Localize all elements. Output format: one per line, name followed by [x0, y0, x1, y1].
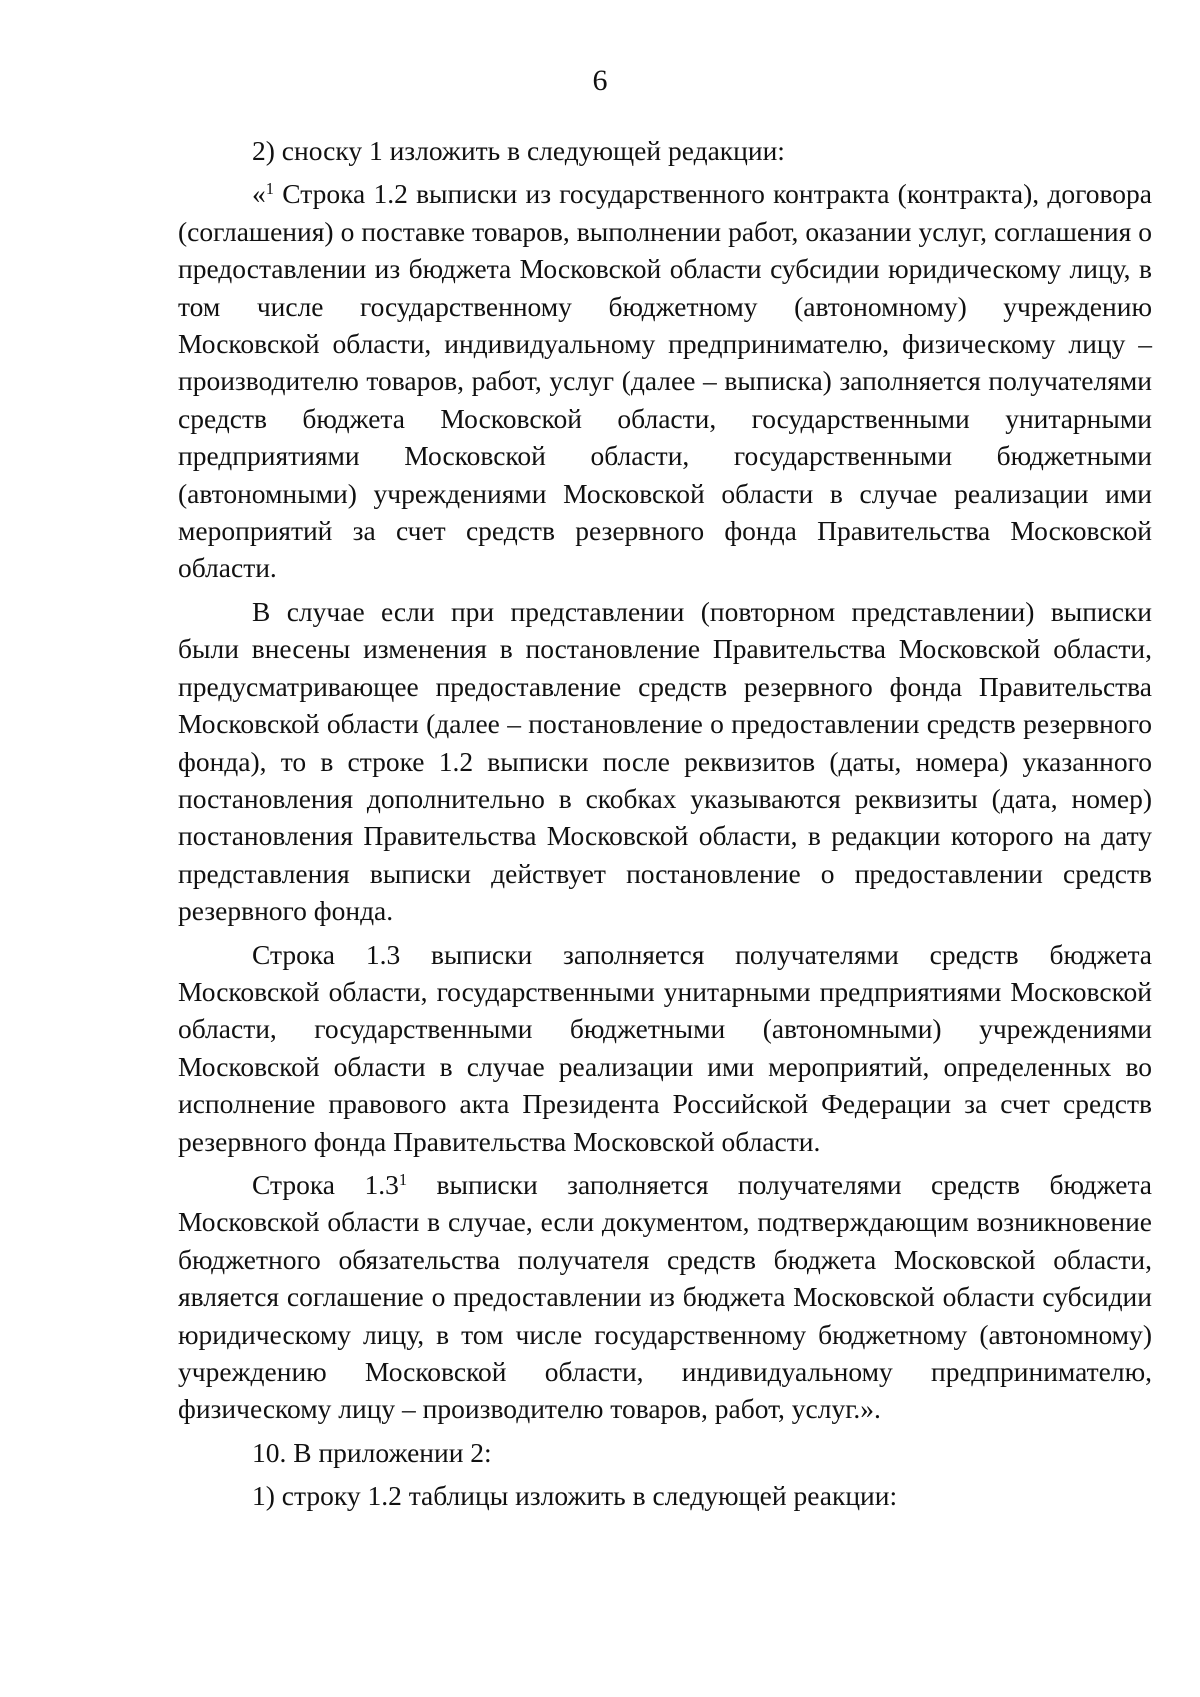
- document-body: [178, 132, 1152, 1521]
- quote-mark: «: [252, 178, 266, 210]
- paragraph-appendix-heading: [178, 1434, 1152, 1471]
- footnote-marker: 1: [265, 179, 274, 199]
- superscript-marker: 1: [398, 1169, 408, 1189]
- paragraph-table-instruction: [178, 1477, 1152, 1514]
- paragraph-footnote-instruction: [178, 132, 1152, 169]
- paragraph-text: 2) сноску 1 изложить в следующей редакции:: [252, 135, 785, 166]
- paragraph-text: 1) строку 1.2 таблицы изложить в следующей реакции:: [252, 1480, 898, 1512]
- paragraph-text: Строка 1.2 выписки из государственного контракта (контракта), договора (соглашения) о поставке товаров, выполнении работ, оказании услуг, соглашения о предоставлении из бюджета Московской области субсидии юридическому лицу, в том числе государственному бюджетному (автономному) учреждению Московской области, индивидуальному предпринимателю, физическому лицу – производителю товаров, работ, услуг (далее – выписка) заполняется получателями средств бюджета Московской области, государственными унитарными предприятиями Московской области, государственными бюджетными (автономными) учреждениями Московской области в случае реализации ими мероприятий за счет средств резервного фонда Правительства Московской области.: [178, 178, 1152, 584]
- paragraph-text: 10. В приложении 2:: [252, 1436, 492, 1468]
- paragraph-line-1-3-1: [178, 1166, 1152, 1428]
- page-number: 6: [592, 64, 608, 97]
- paragraph-amendments: [178, 593, 1152, 930]
- paragraph-footnote-text: [178, 175, 1152, 586]
- line-reference: Строка 1.3: [252, 1168, 399, 1200]
- paragraph-line-1-3: [178, 936, 1152, 1160]
- paragraph-text: Строка 1.3 выписки заполняется получателями средств бюджета Московской области, государственными унитарными предприятиями Московской области, государственными бюджетными (автономными) учреждениями Московской области в случае реализации ими мероприятий, определенных во исполнение правового акта Президента Российской Федерации за счет средств резервного фонда Правительства Московской области.: [178, 938, 1152, 1157]
- paragraph-text: выписки заполняется получателями средств бюджета Московской области в случае, если документом, подтверждающим возникновение бюджетного обязательства получателя средств бюджета Московской области, является соглашение о предоставлении из бюджета Московской области субсидии юридическому лицу, в том числе государственному бюджетному (автономному) учреждению Московской области, индивидуальному предпринимателю, физическому лицу – производителю товаров, работ, услуг.».: [178, 1168, 1152, 1425]
- paragraph-text: В случае если при представлении (повторном представлении) выписки были внесены изменения в постановление Правительства Московской области, предусматривающее предоставление средств резервного фонда Правительства Московской области (далее – постановление о предоставлении средств резервного фонда), то в строке 1.2 выписки после реквизитов (даты, номера) указанного постановления дополнительно в скобках указываются реквизиты (дата, номер) постановления Правительства Московской области, в редакции которого на дату представления выписки действует постановление о предоставлении средств резервного фонда.: [178, 595, 1152, 927]
